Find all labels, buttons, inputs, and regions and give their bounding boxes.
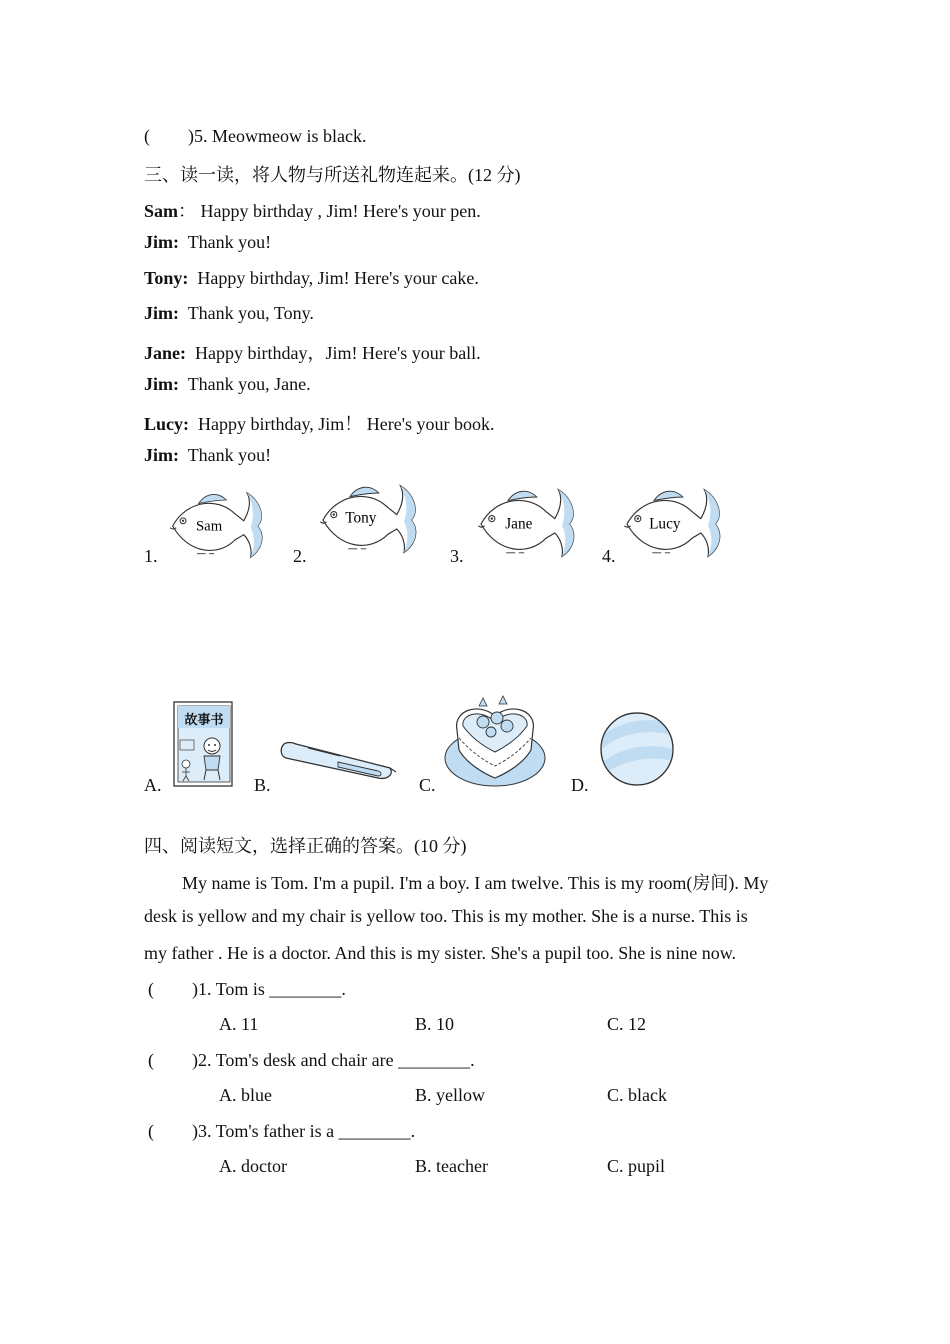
dialogue-text: Happy birthday , Jim! Here's your pen. — [200, 201, 481, 221]
passage-line: desk is yellow and my chair is yellow too. This is my mother. She is a nurse. This is — [144, 906, 748, 926]
pen-icon[interactable] — [278, 738, 398, 782]
speaker: Jim: — [144, 374, 179, 394]
question-text: )3. Tom's father is a ________. — [192, 1121, 416, 1141]
fish-number: 3. — [450, 546, 464, 566]
book-title: 故事书 — [184, 712, 224, 727]
question-5-text: )5. Meowmeow is black. — [188, 126, 367, 146]
dialogue-line — [144, 268, 479, 289]
fish-number: 4. — [602, 546, 616, 566]
option-b[interactable]: B. teacher — [415, 1156, 488, 1176]
speaker: Lucy: — [144, 414, 189, 434]
dialogue-line — [144, 374, 311, 395]
speaker: Jim: — [144, 445, 179, 465]
dialogue-text: Thank you! — [187, 232, 272, 252]
question-2 — [148, 1050, 475, 1071]
section-3-title: 三、读一读，将人物与所送礼物连起来。(12 分) — [144, 165, 521, 185]
cake-icon[interactable] — [443, 694, 547, 790]
fish-label: Sam — [195, 518, 223, 535]
question-text: )1. Tom is ________. — [192, 979, 346, 999]
gift-letter: D. — [571, 775, 589, 795]
dialogue-line — [144, 445, 271, 466]
speaker: Sam — [144, 201, 179, 221]
fish-tony[interactable] — [314, 482, 422, 558]
answer-paren[interactable]: ( — [144, 126, 150, 146]
answer-paren[interactable]: ( — [148, 1121, 154, 1141]
dialogue-text: Thank you! — [187, 445, 272, 465]
answer-paren[interactable]: ( — [148, 1050, 154, 1070]
passage-line: my father . He is a doctor. And this is my sister. She's a pupil too. She is nine now. — [144, 943, 737, 963]
dialogue-line — [144, 197, 481, 223]
question-1 — [148, 979, 346, 1000]
dialogue-text: Thank you, Jane. — [187, 374, 311, 394]
speaker: Tony: — [144, 268, 189, 288]
fish-sam[interactable] — [164, 488, 268, 564]
option-b[interactable]: B. yellow — [415, 1085, 485, 1105]
option-c[interactable]: C. 12 — [607, 1014, 647, 1034]
section-4-title: 四、阅读短文，选择正确的答案。(10 分) — [144, 836, 467, 856]
fish-label: Lucy — [649, 515, 681, 533]
book-icon[interactable] — [170, 700, 236, 790]
gift-letter: A. — [144, 775, 162, 795]
fish-number: 1. — [144, 546, 158, 566]
fish-label: Tony — [345, 509, 377, 527]
gift-letter: C. — [419, 775, 436, 795]
speaker: Jane: — [144, 343, 186, 363]
dialogue-text: Happy birthday, Jim! Here's your cake. — [197, 268, 479, 288]
dialogue-line — [144, 303, 314, 324]
option-c[interactable]: C. pupil — [607, 1156, 666, 1176]
dialogue-text: Happy birthday, Jim！ Here's your book. — [198, 414, 495, 434]
option-a[interactable]: A. doctor — [219, 1156, 287, 1176]
separator: ： — [178, 201, 197, 221]
dialogue-line — [144, 232, 271, 253]
gift-letter: B. — [254, 775, 271, 795]
fish-label: Jane — [505, 515, 533, 533]
question-text: )2. Tom's desk and chair are ________. — [192, 1050, 475, 1070]
passage-line: My name is Tom. I'm a pupil. I'm a boy. I am twelve. This is my room(房间). My — [182, 873, 769, 893]
dialogue-text: Thank you, Tony. — [187, 303, 314, 323]
option-c[interactable]: C. black — [607, 1085, 667, 1105]
fish-number: 2. — [293, 546, 307, 566]
option-a[interactable]: A. blue — [219, 1085, 272, 1105]
option-b[interactable]: B. 10 — [415, 1014, 455, 1034]
fish-jane[interactable] — [472, 486, 580, 562]
dialogue-line — [144, 339, 481, 365]
question-3 — [148, 1121, 415, 1142]
option-a[interactable]: A. 11 — [219, 1014, 259, 1034]
speaker: Jim: — [144, 303, 179, 323]
speaker: Jim: — [144, 232, 179, 252]
dialogue-line — [144, 410, 495, 436]
dialogue-text: Happy birthday，Jim! Here's your ball. — [195, 343, 481, 363]
question-5 — [144, 126, 366, 147]
answer-paren[interactable]: ( — [148, 979, 154, 999]
ball-icon[interactable] — [598, 710, 676, 788]
fish-lucy[interactable] — [618, 486, 726, 562]
